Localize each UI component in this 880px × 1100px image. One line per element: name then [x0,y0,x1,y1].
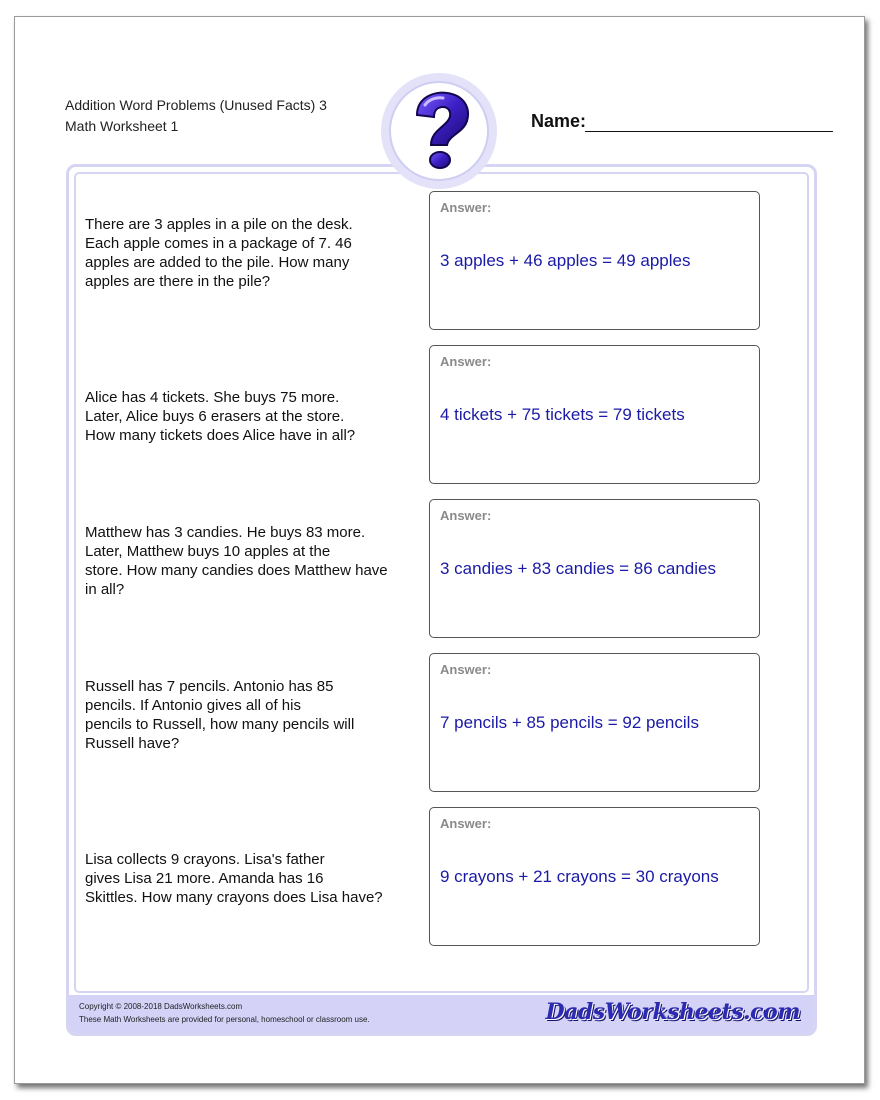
answer-box[interactable] [429,807,760,946]
name-line [585,131,833,132]
problem-line: Skittles. How many crayons does Lisa have? [85,889,383,906]
answer-text: 3 candies + 83 candies = 86 candies [440,559,716,578]
answer-label: Answer: [440,816,492,831]
usage-notice: These Math Worksheets are provided for personal, homeschool or classroom use. [79,1015,370,1024]
problem-line: Later, Matthew buys 10 apples at the [85,543,331,560]
problem-line: gives Lisa 21 more. Amanda has 16 [85,870,324,887]
worksheet-title: Addition Word Problems (Unused Facts) 3 [65,97,327,113]
answer-label: Answer: [440,354,492,369]
problem-text [85,850,415,907]
answer-box[interactable] [429,345,760,484]
answer-label: Answer: [440,200,492,215]
problem-line: store. How many candies does Matthew have [85,562,388,579]
problem-line: Later, Alice buys 6 erasers at the store. [85,408,345,425]
problem-line: Russell have? [85,735,180,752]
answer-label: Answer: [440,508,492,523]
problem-line: Matthew has 3 candies. He buys 83 more. [85,524,366,541]
copyright-text: Copyright © 2008-2018 DadsWorksheets.com [79,1002,243,1011]
answer-text: 3 apples + 46 apples = 49 apples [440,251,691,270]
brand-logo: DadsWorksheets.com [545,999,800,1025]
problem-line: There are 3 apples in a pile on the desk. [85,216,353,233]
answer-text: 9 crayons + 21 crayons = 30 crayons [440,867,719,886]
problem-line: Alice has 4 tickets. She buys 75 more. [85,389,340,406]
problem-line: Lisa collects 9 crayons. Lisa's father [85,851,325,868]
problem-line: in all? [85,581,125,598]
problem-line: How many tickets does Alice have in all? [85,427,356,444]
problem-text [85,677,415,753]
problem-line: pencils to Russell, how many pencils will [85,716,355,733]
problem-line: apples are there in the pile? [85,273,271,290]
worksheet-page [14,16,865,1084]
problem-text [85,523,415,599]
problem-line: pencils. If Antonio gives all of his [85,697,301,714]
worksheet-subtitle: Math Worksheet 1 [65,118,179,134]
name-field[interactable] [531,111,833,133]
problem-line: Each apple comes in a package of 7. 46 [85,235,352,252]
name-label: Name: [531,111,587,131]
answer-text: 4 tickets + 75 tickets = 79 tickets [440,405,685,424]
answer-label: Answer: [440,662,492,677]
answer-box[interactable] [429,653,760,792]
question-mark-icon [403,89,475,173]
problem-text [85,388,415,445]
problem-line: Russell has 7 pencils. Antonio has 85 [85,678,334,695]
footer [69,995,814,1033]
answer-text: 7 pencils + 85 pencils = 92 pencils [440,713,699,732]
problem-text [85,215,415,291]
answer-box[interactable] [429,191,760,330]
problem-line: apples are added to the pile. How many [85,254,350,271]
answer-box[interactable] [429,499,760,638]
question-badge [381,73,497,189]
